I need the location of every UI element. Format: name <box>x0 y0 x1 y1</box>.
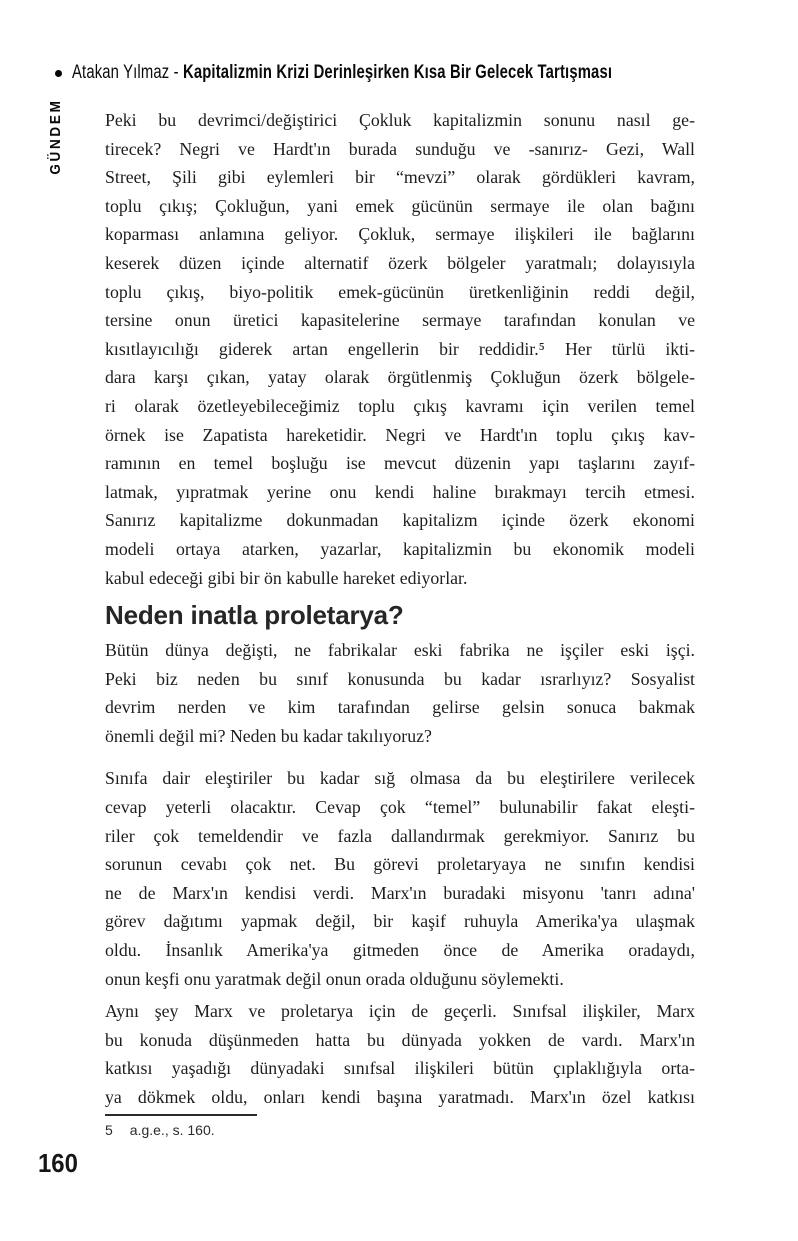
text-line: görev dağıtımı yapmak değil, bir kaşif ruhuyla Amerika'ya ulaşmak <box>105 911 695 932</box>
text-column <box>105 106 695 1138</box>
running-header-text <box>72 62 612 84</box>
paragraph <box>105 106 695 592</box>
section-heading: Neden inatla proletarya? <box>105 600 404 631</box>
text-line: ya dökmek oldu, onları kendi başına yaratmadı. Marx'ın özel katkısı <box>105 1087 695 1107</box>
margin-section-label: GÜNDEM <box>47 98 64 175</box>
text-line: dara karşı çıkan, yatay olarak örgütlenmiş Çokluğun özerk bölgele- <box>105 367 695 388</box>
running-header <box>55 62 764 84</box>
paragraph <box>105 997 695 1111</box>
text-line: tersine onun üretici kapasitelerine sermaye tarafından konulan ve <box>105 310 695 331</box>
author-name: Atakan Yılmaz <box>72 62 170 83</box>
text-line: Street, Şili gibi eylemleri bir “mevzi” olarak gördükleri kavram, <box>105 167 695 188</box>
text-line: devrim nerden ve kim tarafından gelirse gelsin sonuca bakmak <box>105 697 695 718</box>
text-line: Bütün dünya değişti, ne fabrikalar eski fabrika ne işçiler eski işçi. <box>105 640 695 661</box>
text-line: toplu çıkış; Çokluğun, yani emek gücünün sermaye ile olan bağını <box>105 195 695 216</box>
text-line: Aynı şey Marx ve proletarya için de geçerli. Sınıfsal ilişkiler, Marx <box>105 1001 695 1022</box>
text-line: oldu. İnsanlık Amerika'ya gitmeden önce de Amerika oradaydı, <box>105 940 695 961</box>
paragraph <box>105 764 695 993</box>
text-line: toplu çıkış, biyo-politik emek-gücünün üretkenliğinin reddi değil, <box>105 281 695 302</box>
text-line: onun keşfi onu yaratmak değil onun orada olduğunu söylemekti. <box>105 968 564 989</box>
text-line: Sanırız kapitalizme dokunmadan kapitalizm içinde özerk ekonomi <box>105 510 695 531</box>
paragraph <box>105 636 695 750</box>
text-line: bu konuda düşünmeden hatta bu dünyada yokken de vardı. Marx'ın <box>105 1029 695 1050</box>
text-line: tirecek? Negri ve Hardt'ın burada sunduğu ve -sanırız- Gezi, Wall <box>105 138 695 159</box>
text-line: latmak, yıpratmak yerine onu kendi haline bırakmayı tercih etmesi. <box>105 481 695 502</box>
text-line: riler çok temeldendir ve fazla dallandırmak gerekmiyor. Sanırız bu <box>105 825 695 846</box>
article-title: Kapitalizmin Krizi Derinleşirken Kısa Bir Gelecek Tartışması <box>182 62 613 83</box>
page-number: 160 <box>38 1148 78 1178</box>
text-line: Peki biz neden bu sınıf konusunda bu kadar ısrarlıyız? Sosyalist <box>105 668 695 689</box>
text-line: kabul edeceği gibi bir ön kabulle hareket ediyorlar. <box>105 567 468 588</box>
text-line: ramının en temel boşluğu ise mevcut düzenin yapı taşlarını zayıf- <box>105 453 695 474</box>
text-line: keserek düzen içinde alternatif özerk bölgeler yaratmalı; dolayısıyla <box>105 252 695 273</box>
text-line: önemli değil mi? Neden bu kadar takılıyoruz? <box>105 725 432 746</box>
text-line: kısıtlayıcılığı giderek artan engellerin bir reddidir.⁵ Her türlü ikti- <box>105 338 695 359</box>
footnote <box>105 1122 695 1138</box>
header-separator: - <box>169 62 183 83</box>
text-line: koparması anlamına geliyor. Çokluk, sermaye ilişkileri ile bağlarını <box>105 224 695 245</box>
text-line: cevap yeterli olacaktır. Cevap çok “temel” bulunabilir fakat eleşti- <box>105 797 695 818</box>
footnote-number: 5 <box>105 1121 113 1138</box>
footnote-text: a.g.e., s. 160. <box>129 1121 215 1138</box>
text-line: ri olarak özetleyebileceğimiz toplu çıkış kavramı için verilen temel <box>105 395 695 416</box>
text-line: örnek ise Zapatista hareketidir. Negri ve Hardt'ın toplu çıkış kav- <box>105 424 695 445</box>
text-line: modeli ortaya atarken, yazarlar, kapitalizmin bu ekonomik modeli <box>105 538 695 559</box>
text-line: Peki bu devrimci/değiştirici Çokluk kapitalizmin sonunu nasıl ge- <box>105 110 695 130</box>
bullet-icon <box>55 70 62 77</box>
text-line: Sınıfa dair eleştiriler bu kadar sığ olmasa da bu eleştirilere verilecek <box>105 768 695 789</box>
footnote-rule <box>105 1114 257 1116</box>
text-line: ne de Marx'ın kendisi verdi. Marx'ın buradaki misyonu 'tanrı adına' <box>105 882 695 903</box>
text-line: sorunun cevabı çok net. Bu görevi proletaryaya ne sınıfın kendisi <box>105 854 695 875</box>
text-line: katkısı yaşadığı dünyadaki sınıfsal ilişkileri bütün çıplaklığıyla orta- <box>105 1058 695 1079</box>
